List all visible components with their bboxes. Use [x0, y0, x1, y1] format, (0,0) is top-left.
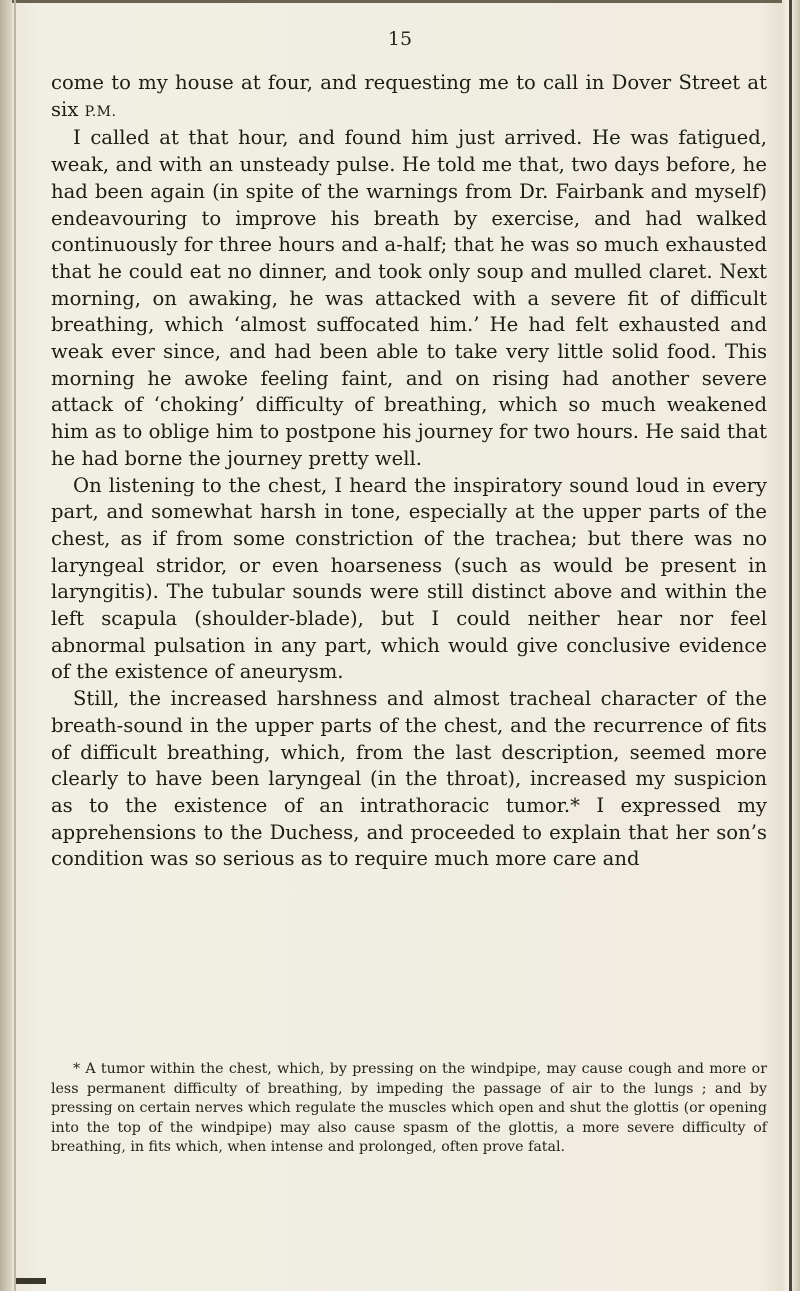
paragraph: I called at that hour, and found him just arrived. He was fatigued, weak, and with an unsteady pulse. He told me that, two days before, he had been again (in spite of the warnings from Dr. Fairbank and myself) endeavouring to improve his breath by exercise, and had walked continuously for three hours and a-half; that he was so much exhausted that he could eat no dinner, and took only soup and mulled claret. Next morning, on awaking, he was attacked with a severe fit of difficult breathing, which ‘almost suffocated him.’ He had felt exhausted and weak ever since, and had been able to take very little solid food. This morning he awoke feeling faint, and on rising had another severe attack of ‘choking’ difficulty of breathing, which so much weakened him as to oblige him to postpone his journey for two hours. He said that he had borne the journey pretty well. — [51, 126, 767, 470]
paragraph: Still, the increased harshness and almost tracheal character of the breath-sound in the upper parts of the chest, and the recurrence of fits of difficult breathing, which, from the last description, seemed more clearly to have been laryngeal (in the throat), increased my suspicion as to the existence of an intrathoracic tumor.* I expressed my apprehensions to the Duchess, and proceeded to explain that her son’s condition was so serious as to require much more care and — [51, 687, 767, 871]
binding-shadow — [14, 0, 16, 1291]
paragraph-text: come to my house at four, and requesting me to call in Dover Street at six — [51, 71, 767, 121]
footnote — [51, 1060, 767, 1158]
body-text — [51, 70, 767, 873]
adjacent-page-edge — [789, 0, 792, 1291]
paragraph: On listening to the chest, I heard the inspiratory sound loud in every part, and somewhat harsh in tone, especially at the upper parts of the chest, as if from some constriction of the trachea; but there was no laryngeal stridor, or even hoarseness (such as would be present in laryngitis). The tubular sounds were still distinct above and within the left scapula (shoulder-blade), but I could neither hear nor feel abnormal pulsation in any part, which would give conclusive evidence of the existence of aneurysm. — [51, 473, 767, 684]
footnote-text: * A tumor within the chest, which, by pressing on the windpipe, may cause cough and more or less permanent difficulty of breathing, by impeding the passage of air to the lungs ; and by pressing on certain nerves which regulate the muscles which open and shut the glottis (or opening into the top of the windpipe) may also cause spasm of the glottis, a more severe difficulty of breathing, in fits which, when intense and prolonged, often prove fatal. — [51, 1061, 767, 1155]
time-abbreviation: P.M. — [84, 103, 117, 120]
page-left-edge — [0, 0, 12, 1291]
scan-artifact — [16, 1278, 46, 1284]
paragraph-continuation — [51, 70, 767, 125]
page-top-edge — [0, 0, 800, 3]
page-number: 15 — [387, 28, 413, 50]
